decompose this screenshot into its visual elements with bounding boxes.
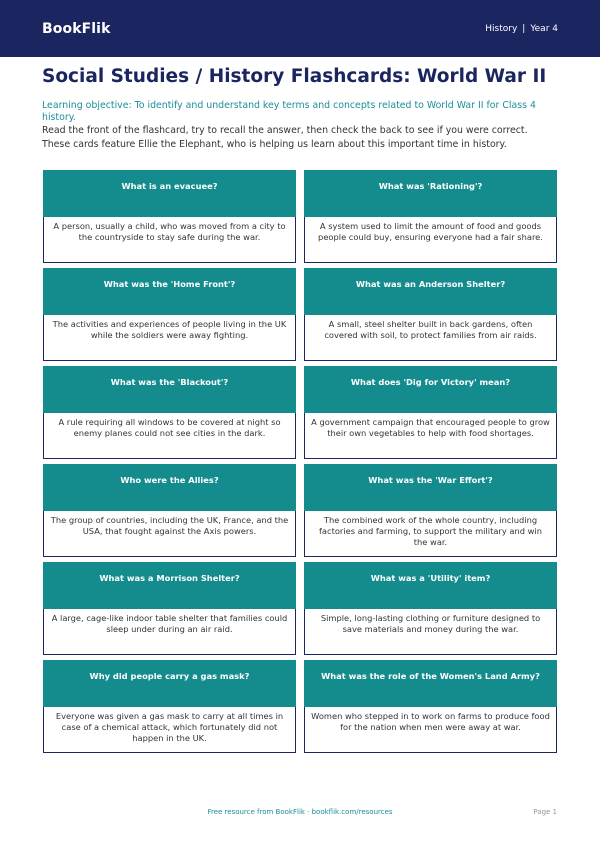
- flashcard-question: Why did people carry a gas mask?: [43, 660, 296, 707]
- flashcard-question: What was the 'Home Front'?: [43, 268, 296, 315]
- breadcrumb-subject: History: [485, 23, 518, 34]
- breadcrumb: [485, 24, 558, 34]
- flashcard-question: What was a Morrison Shelter?: [43, 562, 296, 609]
- flashcard-question: What was an Anderson Shelter?: [304, 268, 557, 315]
- brand-logo[interactable]: BookFlik: [42, 20, 111, 37]
- flashcard-question: What does 'Dig for Victory' mean?: [304, 366, 557, 413]
- flashcard-answer: The group of countries, including the UK, France, and the USA, that fought against the Axis powers.: [43, 511, 296, 557]
- flashcard[interactable]: [304, 660, 557, 753]
- flashcard[interactable]: [43, 464, 296, 557]
- flashcard[interactable]: [304, 562, 557, 655]
- flashcard-answer: A person, usually a child, who was moved from a city to the countryside to stay safe during the war.: [43, 217, 296, 263]
- flashcard-answer: A rule requiring all windows to be covered at night so enemy planes could not see cities in the dark.: [43, 413, 296, 459]
- flashcard[interactable]: [43, 660, 296, 753]
- flashcard[interactable]: [304, 464, 557, 557]
- flashcard-question: What is an evacuee?: [43, 170, 296, 217]
- flashcard-question: What was the 'Blackout'?: [43, 366, 296, 413]
- page-title: Social Studies / History Flashcards: World War II: [42, 66, 547, 87]
- flashcard-question: What was a 'Utility' item?: [304, 562, 557, 609]
- header-bar: [0, 0, 600, 57]
- page-number: Page 1: [533, 808, 557, 816]
- flashcard-answer: A large, cage-like indoor table shelter that families could sleep under during an air raid.: [43, 609, 296, 655]
- flashcard[interactable]: [43, 366, 296, 459]
- flashcard-answer: A small, steel shelter built in back gardens, often covered with soil, to protect families from air raids.: [304, 315, 557, 361]
- flashcard[interactable]: [43, 562, 296, 655]
- flashcard-question: What was the role of the Women's Land Army?: [304, 660, 557, 707]
- breadcrumb-year: Year 4: [530, 23, 558, 34]
- footer-link[interactable]: Free resource from BookFlik · bookflik.com/resources: [207, 808, 393, 816]
- flashcard[interactable]: [43, 170, 296, 263]
- intro-text: Read the front of the flashcard, try to recall the answer, then check the back to see if you were correct. These cards feature Ellie the Elephant, who is helping us learn about this important time in history.: [42, 125, 528, 150]
- flashcard-answer: A system used to limit the amount of food and goods people could buy, ensuring everyone had a fair share.: [304, 217, 557, 263]
- flashcard-answer: Women who stepped in to work on farms to produce food for the nation when men were away at war.: [304, 707, 557, 753]
- flashcard[interactable]: [304, 170, 557, 263]
- flashcard[interactable]: [304, 268, 557, 361]
- flashcard[interactable]: [43, 268, 296, 361]
- breadcrumb-separator: |: [522, 23, 526, 34]
- flashcard-question: Who were the Allies?: [43, 464, 296, 511]
- flashcard[interactable]: [304, 366, 557, 459]
- flashcard-question: What was the 'War Effort'?: [304, 464, 557, 511]
- flashcard-answer: The combined work of the whole country, including factories and farming, to support the military and win the war.: [304, 511, 557, 557]
- flashcard-grid: [43, 170, 557, 753]
- learning-objective: Learning objective: To identify and understand key terms and concepts related to World War II for Class 4 history.: [42, 100, 536, 123]
- flashcard-answer: The activities and experiences of people living in the UK while the soldiers were away fighting.: [43, 315, 296, 361]
- flashcard-answer: A government campaign that encouraged people to grow their own vegetables to help with food shortages.: [304, 413, 557, 459]
- flashcard-answer: Everyone was given a gas mask to carry at all times in case of a chemical attack, which fortunately did not happen in the UK.: [43, 707, 296, 753]
- flashcard-question: What was 'Rationing'?: [304, 170, 557, 217]
- flashcard-answer: Simple, long-lasting clothing or furniture designed to save materials and money during the war.: [304, 609, 557, 655]
